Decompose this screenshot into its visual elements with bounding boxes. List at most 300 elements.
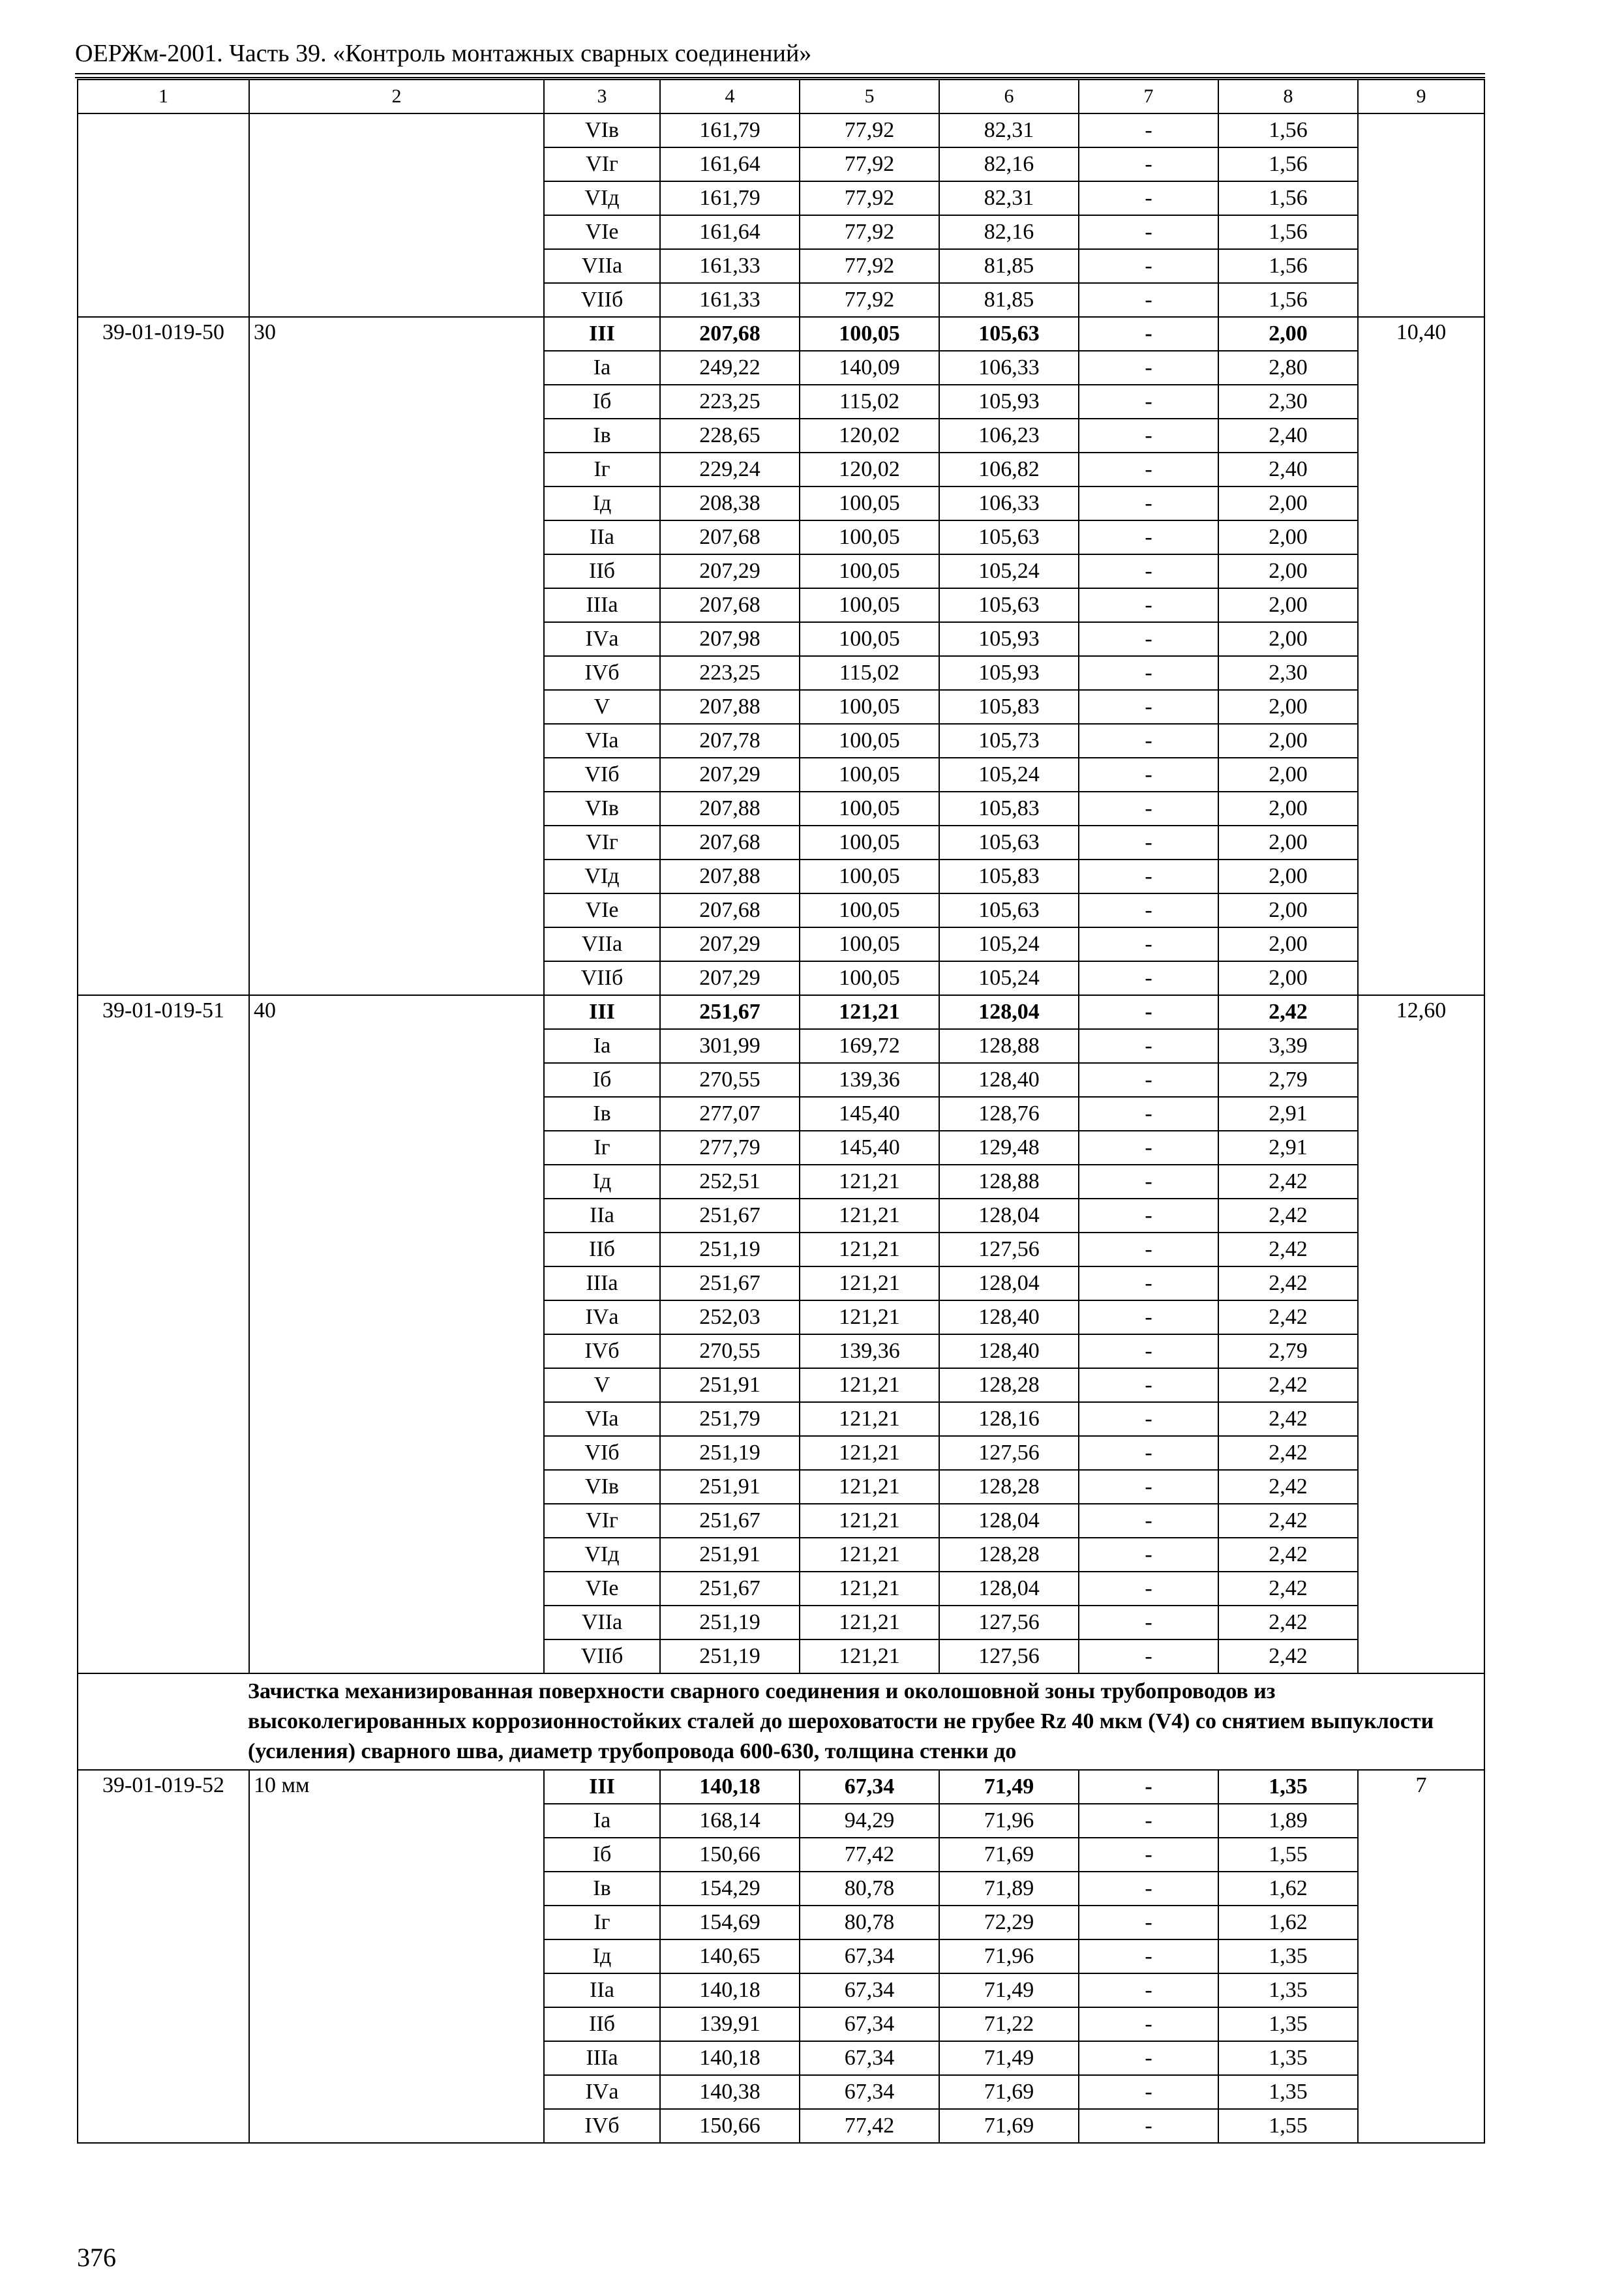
col7-cell: -: [1079, 588, 1218, 622]
col7-cell: -: [1079, 758, 1218, 792]
total-cell: 140,18: [660, 1973, 800, 2007]
col8-cell: 2,40: [1218, 419, 1358, 453]
col7-cell: -: [1079, 215, 1218, 249]
col6-cell: 71,69: [939, 2109, 1079, 2143]
price-table-body: [78, 80, 1484, 2143]
col5-cell: 80,78: [800, 1906, 939, 1939]
col6-cell: 105,73: [939, 724, 1079, 758]
col7-cell: -: [1079, 995, 1218, 1029]
rate-spec: 40: [249, 995, 544, 1673]
zone-cell: VIIа: [544, 1606, 660, 1639]
rate-code: [78, 113, 249, 317]
total-cell: 139,91: [660, 2007, 800, 2041]
col8-cell: 1,35: [1218, 1770, 1358, 1804]
col8-cell: 2,00: [1218, 724, 1358, 758]
col5-cell: 77,92: [800, 283, 939, 317]
col6-cell: 127,56: [939, 1606, 1079, 1639]
col7-cell: -: [1079, 1436, 1218, 1470]
zone-cell: VIе: [544, 1572, 660, 1606]
total-cell: 223,25: [660, 656, 800, 690]
col6-cell: 105,63: [939, 317, 1079, 351]
col5-cell: 121,21: [800, 1436, 939, 1470]
total-cell: 161,79: [660, 113, 800, 147]
col8-cell: 1,56: [1218, 181, 1358, 215]
total-cell: 161,64: [660, 215, 800, 249]
col5-cell: 145,40: [800, 1131, 939, 1165]
col7-cell: -: [1079, 860, 1218, 893]
col5-cell: 100,05: [800, 893, 939, 927]
col6-cell: 128,40: [939, 1334, 1079, 1368]
table-row: [78, 113, 1484, 147]
col8-cell: 1,62: [1218, 1906, 1358, 1939]
col8-cell: 2,80: [1218, 351, 1358, 385]
col5-cell: 115,02: [800, 656, 939, 690]
col5-cell: 100,05: [800, 520, 939, 554]
col5-cell: 67,34: [800, 1939, 939, 1973]
zone-cell: IVб: [544, 1334, 660, 1368]
col8-cell: 2,42: [1218, 1538, 1358, 1572]
col5-cell: 100,05: [800, 622, 939, 656]
col6-cell: 128,88: [939, 1029, 1079, 1063]
total-cell: 140,18: [660, 1770, 800, 1804]
col8-cell: 2,00: [1218, 520, 1358, 554]
col7-cell: -: [1079, 1131, 1218, 1165]
col7-cell: -: [1079, 1838, 1218, 1872]
col8-cell: 1,56: [1218, 215, 1358, 249]
col7-cell: -: [1079, 453, 1218, 486]
col6-cell: 71,49: [939, 1770, 1079, 1804]
col5-cell: 100,05: [800, 860, 939, 893]
col7-cell: -: [1079, 2075, 1218, 2109]
total-cell: 251,91: [660, 1470, 800, 1504]
total-cell: 207,88: [660, 792, 800, 826]
col8-cell: 2,00: [1218, 486, 1358, 520]
col5-cell: 67,34: [800, 2075, 939, 2109]
zone-cell: VIв: [544, 113, 660, 147]
column-number: 3: [544, 80, 660, 113]
col6-cell: 81,85: [939, 283, 1079, 317]
total-cell: 228,65: [660, 419, 800, 453]
col8-cell: 2,00: [1218, 317, 1358, 351]
zone-cell: VIе: [544, 893, 660, 927]
col5-cell: 100,05: [800, 317, 939, 351]
col5-cell: 115,02: [800, 385, 939, 419]
col8-cell: 2,91: [1218, 1131, 1358, 1165]
table-row: [78, 1770, 1484, 1804]
col7-cell: -: [1079, 351, 1218, 385]
col5-cell: 100,05: [800, 758, 939, 792]
zone-cell: IVб: [544, 656, 660, 690]
col8-cell: 2,42: [1218, 1165, 1358, 1199]
total-cell: 140,38: [660, 2075, 800, 2109]
col7-cell: -: [1079, 113, 1218, 147]
zone-cell: VIIб: [544, 1639, 660, 1673]
total-cell: 249,22: [660, 351, 800, 385]
col5-cell: 77,42: [800, 1838, 939, 1872]
col7-cell: -: [1079, 1538, 1218, 1572]
total-cell: 207,88: [660, 690, 800, 724]
col8-cell: 2,00: [1218, 758, 1358, 792]
total-cell: 251,91: [660, 1368, 800, 1402]
total-cell: 270,55: [660, 1334, 800, 1368]
col5-cell: 121,21: [800, 1504, 939, 1538]
col6-cell: 105,63: [939, 520, 1079, 554]
zone-cell: IIб: [544, 1233, 660, 1266]
col7-cell: -: [1079, 1233, 1218, 1266]
col6-cell: 82,31: [939, 113, 1079, 147]
col8-cell: 3,39: [1218, 1029, 1358, 1063]
col8-cell: 1,56: [1218, 113, 1358, 147]
total-cell: 251,67: [660, 1572, 800, 1606]
page-number: 376: [77, 2243, 116, 2272]
total-cell: 251,79: [660, 1402, 800, 1436]
col7-cell: -: [1079, 2007, 1218, 2041]
total-cell: 251,67: [660, 995, 800, 1029]
total-cell: 229,24: [660, 453, 800, 486]
col7-cell: -: [1079, 1368, 1218, 1402]
zone-cell: VIд: [544, 1538, 660, 1572]
col6-cell: 128,40: [939, 1300, 1079, 1334]
col5-cell: 121,21: [800, 1639, 939, 1673]
col5-cell: 77,92: [800, 215, 939, 249]
zone-cell: Iб: [544, 1063, 660, 1097]
col7-cell: -: [1079, 1973, 1218, 2007]
total-cell: 277,79: [660, 1131, 800, 1165]
zone-cell: IIа: [544, 520, 660, 554]
zone-cell: IIб: [544, 2007, 660, 2041]
zone-cell: VIе: [544, 215, 660, 249]
col8-cell: 2,40: [1218, 453, 1358, 486]
col6-cell: 128,76: [939, 1097, 1079, 1131]
materials-cell: [1358, 113, 1484, 317]
col7-cell: -: [1079, 249, 1218, 283]
col8-cell: 1,56: [1218, 283, 1358, 317]
col5-cell: 120,02: [800, 419, 939, 453]
col5-cell: 77,92: [800, 249, 939, 283]
col5-cell: 121,21: [800, 1300, 939, 1334]
col5-cell: 121,21: [800, 1470, 939, 1504]
col7-cell: -: [1079, 622, 1218, 656]
col6-cell: 71,69: [939, 1838, 1079, 1872]
total-cell: 251,67: [660, 1266, 800, 1300]
zone-cell: IIа: [544, 1199, 660, 1233]
zone-cell: VIа: [544, 724, 660, 758]
col8-cell: 2,42: [1218, 1470, 1358, 1504]
col7-cell: -: [1079, 927, 1218, 961]
zone-cell: Iд: [544, 486, 660, 520]
col8-cell: 1,35: [1218, 2007, 1358, 2041]
col5-cell: 80,78: [800, 1872, 939, 1906]
total-cell: 154,69: [660, 1906, 800, 1939]
total-cell: 207,29: [660, 554, 800, 588]
zone-cell: VIг: [544, 147, 660, 181]
col6-cell: 71,49: [939, 1973, 1079, 2007]
col6-cell: 106,82: [939, 453, 1079, 486]
col6-cell: 128,04: [939, 1504, 1079, 1538]
total-cell: 207,68: [660, 893, 800, 927]
total-cell: 207,68: [660, 826, 800, 860]
total-cell: 251,19: [660, 1233, 800, 1266]
col7-cell: -: [1079, 690, 1218, 724]
col5-cell: 77,42: [800, 2109, 939, 2143]
col5-cell: 67,34: [800, 2041, 939, 2075]
table-row: [78, 317, 1484, 351]
col6-cell: 105,93: [939, 385, 1079, 419]
total-cell: 207,78: [660, 724, 800, 758]
rate-spec: 30: [249, 317, 544, 995]
col7-cell: -: [1079, 1470, 1218, 1504]
section-caption: Зачистка механизированная поверхности сварного соединения и околошовной зоны трубопроводов из высоколегированных коррозионностойких сталей до шероховатости не грубее Rz 40 мкм (V4) со снятием выпуклости (усиления) сварного шва, диаметр трубопровода 600-630, толщина стенки до: [78, 1673, 1484, 1770]
col7-cell: -: [1079, 1906, 1218, 1939]
col5-cell: 77,92: [800, 181, 939, 215]
col7-cell: -: [1079, 2109, 1218, 2143]
total-cell: 161,33: [660, 283, 800, 317]
zone-cell: III: [544, 317, 660, 351]
column-number: 2: [249, 80, 544, 113]
col6-cell: 128,28: [939, 1538, 1079, 1572]
zone-cell: VIд: [544, 860, 660, 893]
zone-cell: Iд: [544, 1939, 660, 1973]
zone-cell: IIб: [544, 554, 660, 588]
zone-cell: Iа: [544, 351, 660, 385]
col6-cell: 71,96: [939, 1939, 1079, 1973]
col7-cell: -: [1079, 283, 1218, 317]
total-cell: 140,18: [660, 2041, 800, 2075]
col5-cell: 100,05: [800, 690, 939, 724]
col8-cell: 1,35: [1218, 1939, 1358, 1973]
zone-cell: VIг: [544, 826, 660, 860]
zone-cell: VIа: [544, 1402, 660, 1436]
col7-cell: -: [1079, 1029, 1218, 1063]
total-cell: 270,55: [660, 1063, 800, 1097]
materials-cell: 12,60: [1358, 995, 1484, 1673]
zone-cell: VIд: [544, 181, 660, 215]
col8-cell: 1,55: [1218, 2109, 1358, 2143]
total-cell: 251,67: [660, 1199, 800, 1233]
column-number: 7: [1079, 80, 1218, 113]
col8-cell: 1,89: [1218, 1804, 1358, 1838]
col6-cell: 106,33: [939, 486, 1079, 520]
col6-cell: 128,04: [939, 995, 1079, 1029]
col8-cell: 2,42: [1218, 1504, 1358, 1538]
col6-cell: 105,93: [939, 622, 1079, 656]
col8-cell: 2,91: [1218, 1097, 1358, 1131]
col8-cell: 2,30: [1218, 656, 1358, 690]
col7-cell: -: [1079, 317, 1218, 351]
zone-cell: III: [544, 995, 660, 1029]
col8-cell: 2,00: [1218, 927, 1358, 961]
col8-cell: 2,00: [1218, 792, 1358, 826]
col7-cell: -: [1079, 1939, 1218, 1973]
col6-cell: 128,88: [939, 1165, 1079, 1199]
total-cell: 251,19: [660, 1436, 800, 1470]
total-cell: 207,88: [660, 860, 800, 893]
col8-cell: 1,62: [1218, 1872, 1358, 1906]
rate-spec: 10 мм: [249, 1770, 544, 2143]
col8-cell: 2,00: [1218, 588, 1358, 622]
zone-cell: V: [544, 690, 660, 724]
column-number: 1: [78, 80, 249, 113]
col8-cell: 2,42: [1218, 1402, 1358, 1436]
col6-cell: 105,63: [939, 893, 1079, 927]
col5-cell: 77,92: [800, 113, 939, 147]
col8-cell: 1,56: [1218, 147, 1358, 181]
total-cell: 223,25: [660, 385, 800, 419]
col8-cell: 2,30: [1218, 385, 1358, 419]
total-cell: 168,14: [660, 1804, 800, 1838]
total-cell: 140,65: [660, 1939, 800, 1973]
zone-cell: Iг: [544, 1131, 660, 1165]
col6-cell: 127,56: [939, 1639, 1079, 1673]
col5-cell: 121,21: [800, 995, 939, 1029]
materials-cell: 7: [1358, 1770, 1484, 2143]
col7-cell: -: [1079, 1504, 1218, 1538]
col5-cell: 139,36: [800, 1334, 939, 1368]
col6-cell: 105,93: [939, 656, 1079, 690]
zone-cell: III: [544, 1770, 660, 1804]
col5-cell: 100,05: [800, 486, 939, 520]
total-cell: 161,64: [660, 147, 800, 181]
col7-cell: -: [1079, 1300, 1218, 1334]
col8-cell: 2,42: [1218, 995, 1358, 1029]
col7-cell: -: [1079, 419, 1218, 453]
total-cell: 251,67: [660, 1504, 800, 1538]
col6-cell: 71,22: [939, 2007, 1079, 2041]
col7-cell: -: [1079, 486, 1218, 520]
col6-cell: 105,83: [939, 690, 1079, 724]
col8-cell: 1,55: [1218, 1838, 1358, 1872]
total-cell: 252,03: [660, 1300, 800, 1334]
col8-cell: 2,42: [1218, 1436, 1358, 1470]
zone-cell: V: [544, 1368, 660, 1402]
col7-cell: -: [1079, 893, 1218, 927]
total-cell: 208,38: [660, 486, 800, 520]
col6-cell: 128,04: [939, 1199, 1079, 1233]
col7-cell: -: [1079, 1770, 1218, 1804]
col6-cell: 105,24: [939, 961, 1079, 995]
col5-cell: 100,05: [800, 792, 939, 826]
col5-cell: 145,40: [800, 1097, 939, 1131]
zone-cell: IIIа: [544, 588, 660, 622]
col8-cell: 2,79: [1218, 1334, 1358, 1368]
col8-cell: 1,35: [1218, 1973, 1358, 2007]
total-cell: 207,68: [660, 520, 800, 554]
col8-cell: 1,56: [1218, 249, 1358, 283]
col5-cell: 100,05: [800, 927, 939, 961]
col5-cell: 94,29: [800, 1804, 939, 1838]
col6-cell: 82,16: [939, 147, 1079, 181]
col6-cell: 128,28: [939, 1368, 1079, 1402]
col8-cell: 2,42: [1218, 1606, 1358, 1639]
col8-cell: 2,42: [1218, 1368, 1358, 1402]
total-cell: 161,79: [660, 181, 800, 215]
col8-cell: 2,00: [1218, 893, 1358, 927]
col8-cell: 2,00: [1218, 961, 1358, 995]
col7-cell: -: [1079, 1402, 1218, 1436]
col8-cell: 2,42: [1218, 1639, 1358, 1673]
col6-cell: 81,85: [939, 249, 1079, 283]
col7-cell: -: [1079, 1804, 1218, 1838]
total-cell: 207,68: [660, 588, 800, 622]
total-cell: 207,29: [660, 758, 800, 792]
col7-cell: -: [1079, 554, 1218, 588]
col6-cell: 105,24: [939, 927, 1079, 961]
col6-cell: 128,28: [939, 1470, 1079, 1504]
col7-cell: -: [1079, 385, 1218, 419]
col6-cell: 82,16: [939, 215, 1079, 249]
zone-cell: IVа: [544, 1300, 660, 1334]
col6-cell: 71,49: [939, 2041, 1079, 2075]
rate-code: 39-01-019-50: [78, 317, 249, 995]
col6-cell: 105,24: [939, 554, 1079, 588]
col6-cell: 128,40: [939, 1063, 1079, 1097]
col8-cell: 2,42: [1218, 1266, 1358, 1300]
total-cell: 207,98: [660, 622, 800, 656]
col8-cell: 2,42: [1218, 1572, 1358, 1606]
col6-cell: 71,89: [939, 1872, 1079, 1906]
col6-cell: 71,69: [939, 2075, 1079, 2109]
col7-cell: -: [1079, 724, 1218, 758]
zone-cell: Iб: [544, 1838, 660, 1872]
col7-cell: -: [1079, 792, 1218, 826]
zone-cell: VIIа: [544, 249, 660, 283]
col5-cell: 100,05: [800, 961, 939, 995]
zone-cell: VIв: [544, 1470, 660, 1504]
col5-cell: 121,21: [800, 1538, 939, 1572]
zone-cell: Iа: [544, 1029, 660, 1063]
rate-code: 39-01-019-51: [78, 995, 249, 1673]
col6-cell: 128,16: [939, 1402, 1079, 1436]
total-cell: 277,07: [660, 1097, 800, 1131]
col8-cell: 2,00: [1218, 622, 1358, 656]
total-cell: 251,19: [660, 1639, 800, 1673]
col7-cell: -: [1079, 656, 1218, 690]
col5-cell: 121,21: [800, 1233, 939, 1266]
zone-cell: IIа: [544, 1973, 660, 2007]
zone-cell: VIIб: [544, 961, 660, 995]
price-table: [77, 79, 1485, 2144]
col6-cell: 128,04: [939, 1266, 1079, 1300]
zone-cell: Iг: [544, 1906, 660, 1939]
column-number: 4: [660, 80, 800, 113]
total-cell: 252,51: [660, 1165, 800, 1199]
col6-cell: 128,04: [939, 1572, 1079, 1606]
col7-cell: -: [1079, 826, 1218, 860]
total-cell: 150,66: [660, 2109, 800, 2143]
col8-cell: 2,00: [1218, 554, 1358, 588]
col6-cell: 129,48: [939, 1131, 1079, 1165]
zone-cell: VIг: [544, 1504, 660, 1538]
col5-cell: 169,72: [800, 1029, 939, 1063]
col6-cell: 105,83: [939, 792, 1079, 826]
column-number: 6: [939, 80, 1079, 113]
col6-cell: 105,63: [939, 588, 1079, 622]
zone-cell: IVа: [544, 2075, 660, 2109]
total-cell: 207,68: [660, 317, 800, 351]
zone-cell: IIIа: [544, 1266, 660, 1300]
col5-cell: 67,34: [800, 1973, 939, 2007]
col5-cell: 140,09: [800, 351, 939, 385]
section-caption-row: [78, 1673, 1484, 1770]
rate-spec: [249, 113, 544, 317]
col5-cell: 139,36: [800, 1063, 939, 1097]
col5-cell: 100,05: [800, 588, 939, 622]
zone-cell: IIIа: [544, 2041, 660, 2075]
col8-cell: 2,79: [1218, 1063, 1358, 1097]
col5-cell: 67,34: [800, 2007, 939, 2041]
col8-cell: 2,42: [1218, 1300, 1358, 1334]
column-number-row: [78, 80, 1484, 113]
